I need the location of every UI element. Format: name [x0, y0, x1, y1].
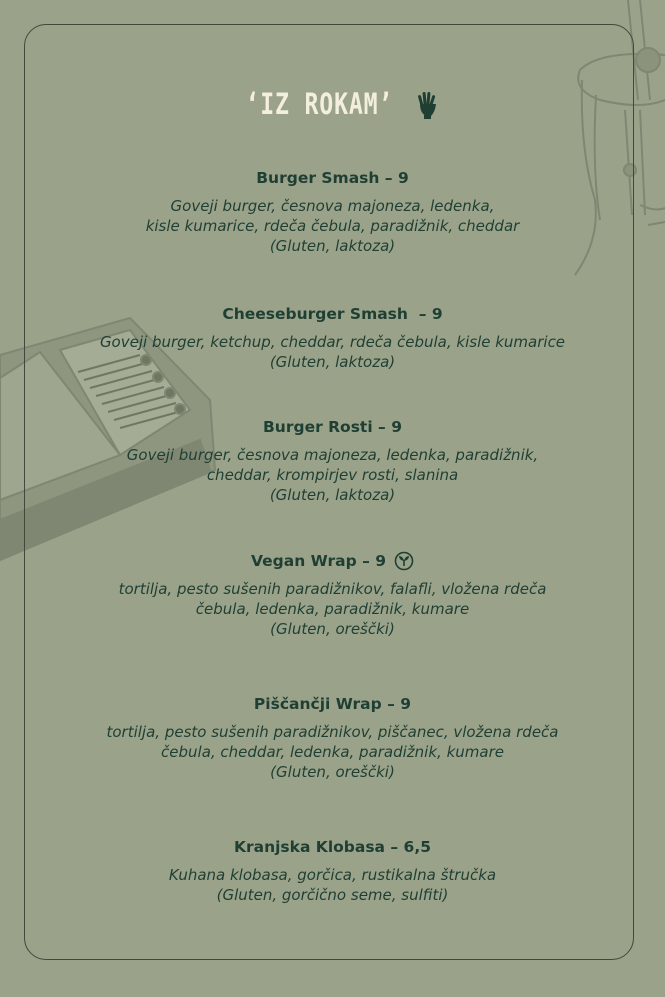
menu-item-burger-rosti	[40, 415, 625, 505]
menu-item-kranjska-klobasa	[40, 835, 625, 905]
item-description: tortilja, pesto sušenih paradižnikov, falafli, vložena rdeča čebula, ledenka, paradižnik, kumare (Gluten, oreščki)	[118, 580, 547, 638]
item-name: Vegan Wrap – 9	[40, 549, 625, 573]
item-name: Kranjska Klobasa – 6,5	[233, 838, 432, 856]
item-description: Goveji burger, česnova majoneza, ledenka, kisle kumarice, rdeča čebula, paradižnik, cheddar (Gluten, laktoza)	[145, 197, 520, 255]
item-name: Cheeseburger Smash – 9	[222, 305, 443, 323]
vegan-leaf-icon	[394, 551, 414, 571]
menu-item-vegan-wrap	[40, 549, 625, 639]
menu-title: ‘IZ ROKAM’	[245, 87, 394, 121]
item-description: Kuhana klobasa, gorčica, rustikalna štručka (Gluten, gorčično seme, sulfiti)	[168, 866, 497, 904]
item-name: Piščančji Wrap – 9	[253, 695, 412, 713]
menu-item-burger-smash	[40, 166, 625, 256]
menu-item-cheeseburger-smash	[40, 302, 625, 372]
item-description: Goveji burger, česnova majoneza, ledenka, paradižnik, cheddar, krompirjev rosti, slanina (Gluten, laktoza)	[126, 446, 539, 504]
item-name: Burger Rosti – 9	[262, 418, 402, 436]
menu-item-piscancji-wrap	[40, 692, 625, 782]
hand-icon	[416, 89, 438, 119]
item-description: Goveji burger, ketchup, cheddar, rdeča čebula, kisle kumarice (Gluten, laktoza)	[99, 333, 566, 371]
item-name: Burger Smash – 9	[256, 169, 409, 187]
menu-header	[0, 84, 665, 124]
item-description: tortilja, pesto sušenih paradižnikov, piščanec, vložena rdeča čebula, cheddar, ledenka, paradižnik, kumare (Gluten, oreščki)	[106, 723, 559, 781]
